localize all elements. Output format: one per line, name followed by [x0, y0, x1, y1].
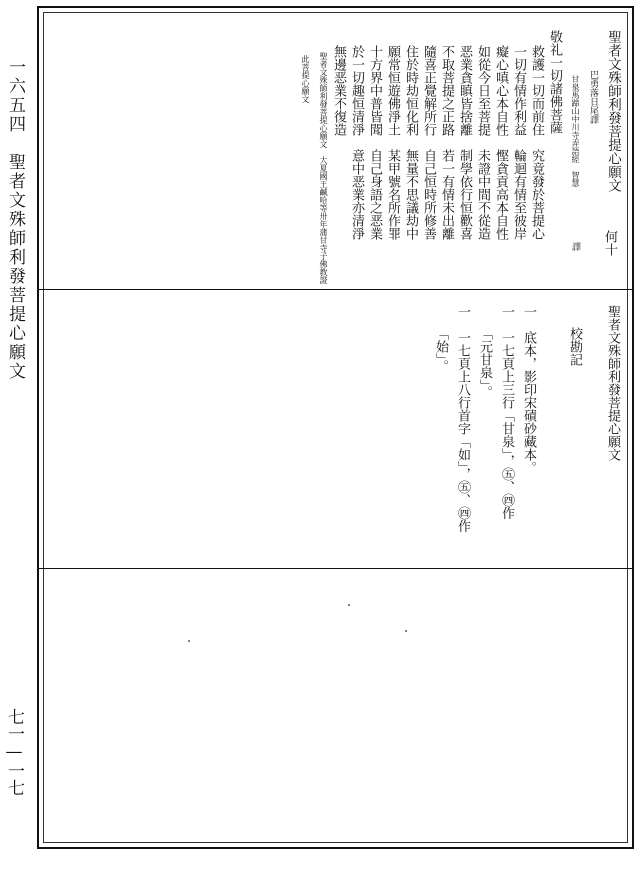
verse-line: 如從今日至菩提 未證中間不從造: [475, 45, 490, 240]
notes-title: 聖者文殊師利發菩提心願文: [605, 305, 620, 461]
verse-line: 敬礼一切諸佛菩薩: [547, 30, 562, 134]
paper-speck: [348, 604, 350, 606]
verse-line: 恶業貪瞋皆捨離 制學依行恒歡喜: [457, 45, 472, 240]
verse-line: 無邊恶業不復造: [331, 45, 346, 136]
paper-speck: [405, 630, 407, 632]
panel-divider-top: [38, 289, 634, 290]
verse-line: 願常恒遊佛淨土 某甲號名所作罪: [385, 45, 400, 240]
notes-panel: [390, 305, 620, 560]
paper-speck: [188, 640, 190, 642]
sub-translator-line: 甘泉馬蹄山中川寺弄語經 智慧: [571, 75, 580, 187]
sutra-author: 何十: [602, 230, 617, 256]
translator-line: 巴勇落日尾譯: [588, 70, 598, 124]
sutra-title: 聖者文殊師利發菩提心願文: [605, 30, 621, 192]
colophon: 聖者文殊師利發菩提心願文 大夏國王鹹哈等卅年蒲甘寺子佛教證: [319, 52, 328, 284]
verse-line: 一切有情作利益 輪迴有情至彼岸: [511, 45, 526, 240]
end-title: 此菩提心願文: [301, 55, 310, 103]
verse-line: 隨喜正覺解所行 自己恒時所修善: [421, 45, 436, 240]
text-panel: [290, 30, 621, 284]
verse-line: 於一切趣恒清淨 意中恶業亦清淨: [349, 45, 364, 240]
note-line: 一 一七頁上八行首字「如」，㊄、㊃作: [455, 305, 470, 533]
margin-volume-page: 七一—一七: [4, 708, 24, 796]
note-line: 一 一七頁上三行「甘泉」，㊄、㊃作: [499, 305, 514, 520]
margin-page-number-and-title: 一六五四 聖者文殊師利發菩提心願文: [5, 58, 25, 381]
verse-line: 十方界中普皆聞 自己身語之恶業: [367, 45, 382, 240]
verse-line: 癡心嗔心本自性 慳貪貢高本自性: [493, 45, 508, 240]
verse-line: 不取菩提之正路 若一有情未出離: [439, 45, 454, 240]
note-line: 「元甘泉」。: [477, 327, 492, 399]
note-line: 一 底本，影印宋磧砂藏本。: [521, 305, 536, 474]
sub-translator-role: 譯: [570, 242, 580, 251]
note-line: 「始」。: [433, 327, 448, 373]
notes-heading: 校勘記: [567, 327, 582, 366]
verse-line: 救護一切而前住 究竟發於菩提心: [529, 45, 544, 240]
verse-line: 住於時劫恒化利 無量不思議劫中: [403, 45, 418, 240]
panel-divider-bottom: [38, 568, 634, 569]
